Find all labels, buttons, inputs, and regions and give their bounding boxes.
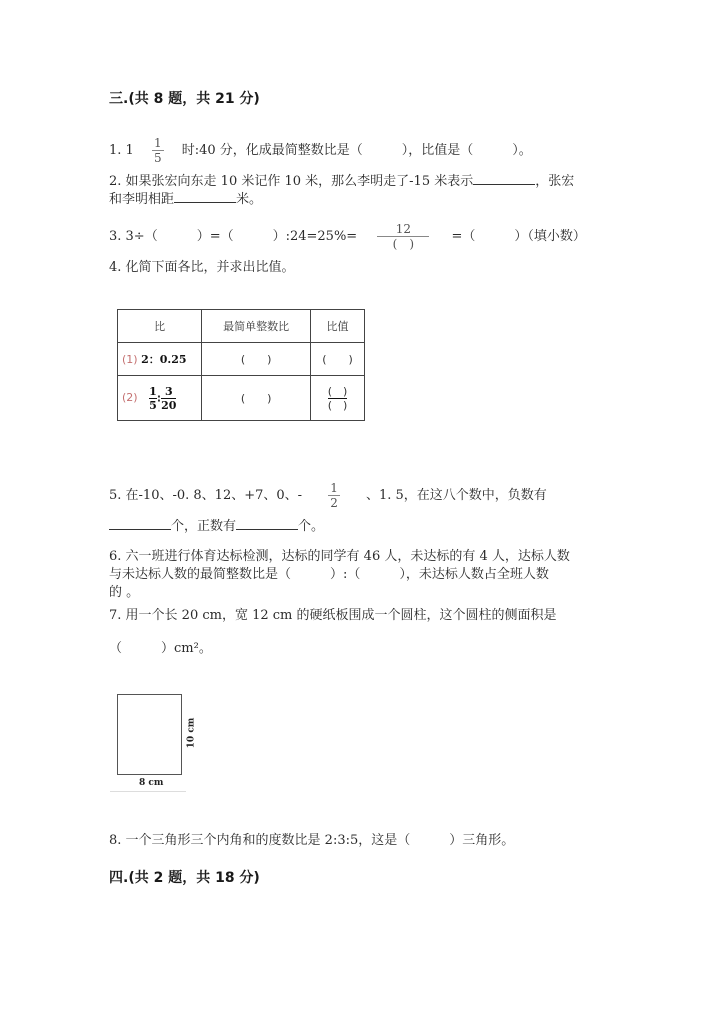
figure-baseline: [110, 791, 186, 792]
table-row: (1) 2：0.25 ( ) ( ): [118, 343, 365, 376]
q3-fraction: $\frac{12}{( )}$: [377, 222, 429, 251]
height-label: 10 cm: [186, 717, 197, 749]
question-2-line-2: 和李明相距 米。: [109, 192, 263, 207]
question-2-line-1: 2. 如果张宏向东走 10 米记作 10 米，那么李明走了-15 米表示 ，张宏: [109, 174, 575, 189]
question-7-line-2: （ ）cm²。: [109, 641, 212, 656]
q1-fraction: $\frac{1}{5}$: [153, 136, 162, 165]
question-8: 8. 一个三角形三个内角和的度数比是 2:3:5，这是（ ）三角形。: [109, 833, 515, 848]
answer-cell[interactable]: ( ): [202, 343, 311, 376]
width-label: 8 cm: [139, 778, 164, 788]
table-row: (2) $\frac{1}{5}$ : $\frac{3}{20}$ ( ) ( ) ( ): [118, 376, 365, 421]
question-6-line-2: 与未达标人数的最简整数比是（ ）:（ ），未达标人数占全班人数: [109, 567, 549, 582]
question-4: 4. 化简下面各比，并求出比值。: [109, 260, 295, 275]
question-6-line-3: 的 。: [109, 585, 140, 600]
question-5-line-2: 个，正数有 个。: [109, 517, 324, 536]
q1-prefix: 1. 1: [109, 143, 134, 158]
answer-blank[interactable]: [174, 190, 236, 203]
answer-cell[interactable]: ( ): [202, 376, 311, 421]
table-header-ratio: 比: [118, 310, 202, 343]
section-4-heading: 四.(共 2 题，共 18 分): [109, 870, 260, 886]
answer-blank[interactable]: [236, 517, 298, 530]
answer-cell[interactable]: ( ) ( ): [311, 376, 365, 421]
question-7-line-1: 7. 用一个长 20 cm，宽 12 cm 的硬纸板围成一个圆柱，这个圆柱的侧面积是: [109, 608, 557, 623]
table-header-value: 比值: [311, 310, 365, 343]
question-3: 3. 3÷（ ）=（ ）:24=25%= $\frac{12}{( )}$ =（ ）（填小数）: [109, 222, 586, 251]
section-3-heading: 三.(共 8 题，共 21 分): [109, 91, 260, 107]
answer-blank[interactable]: [109, 517, 171, 530]
ratio-table: [117, 309, 365, 421]
question-5-line-1: 5. 在-10、-0. 8、12、+7、0、- $\frac{1}{2}$ 、1. 5，在这八个数中，负数有: [109, 481, 547, 510]
answer-blank[interactable]: [473, 172, 535, 185]
question-1: [109, 136, 532, 165]
q5-fraction: $\frac{1}{2}$: [330, 481, 338, 510]
rectangle-figure: [117, 694, 182, 775]
question-6-line-1: 6. 六一班进行体育达标检测，达标的同学有 46 人，未达标的有 4 人，达标人数: [109, 549, 570, 564]
table-header-simplest: 最简单整数比: [202, 310, 311, 343]
q1-text: 时:40 分，化成最简整数比是（ ），比值是（ ）。: [181, 143, 532, 158]
answer-cell[interactable]: ( ): [311, 343, 365, 376]
